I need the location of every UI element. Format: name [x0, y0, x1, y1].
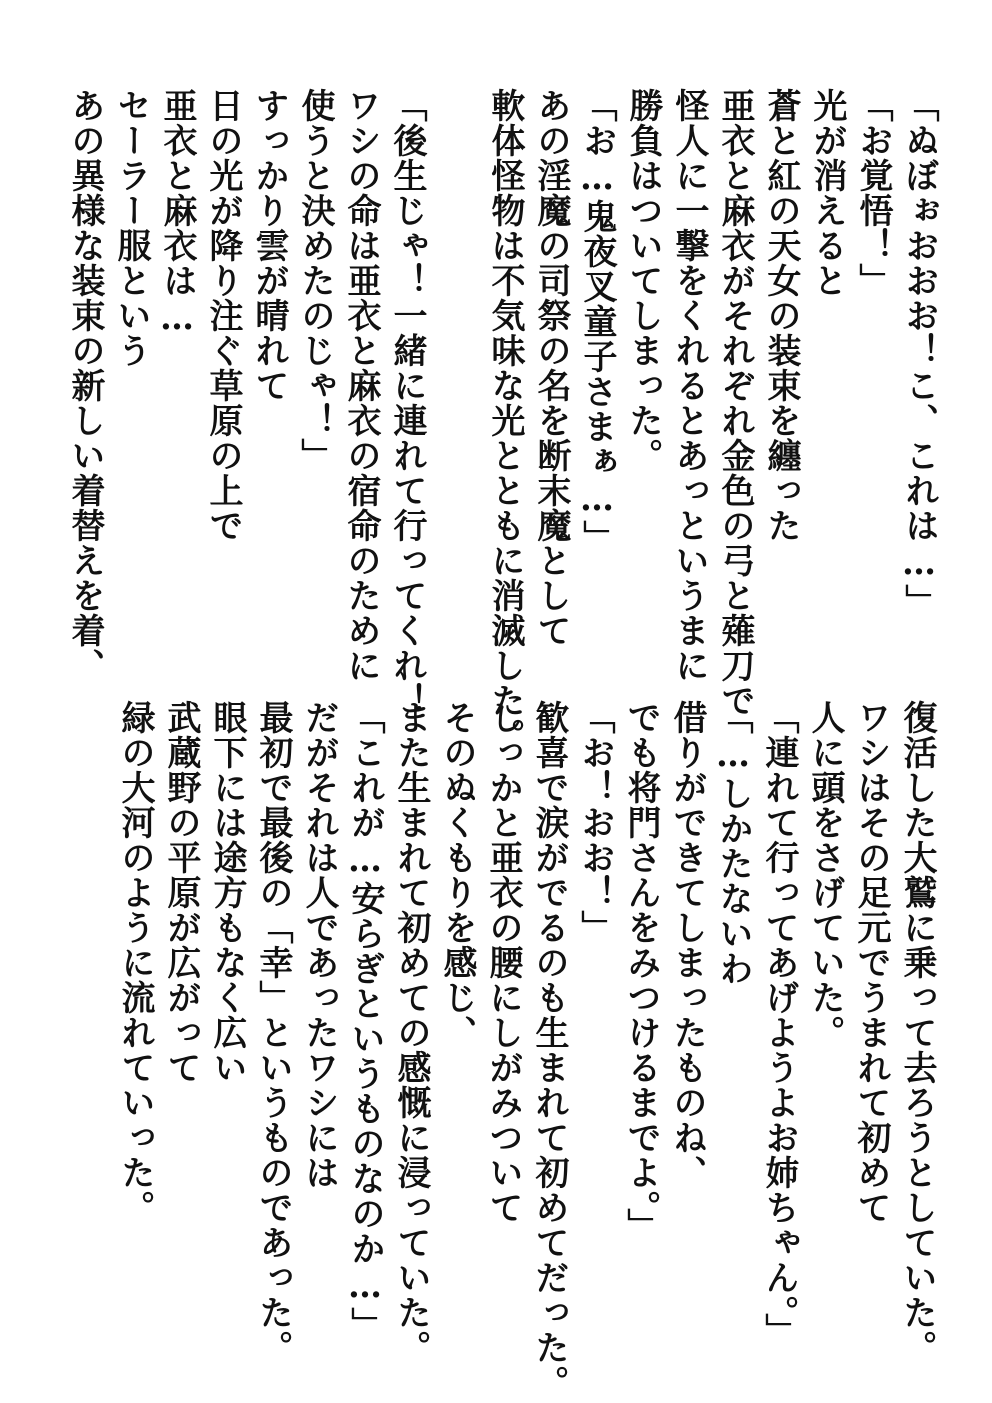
text-line: 人に頭をさげていた。 [805, 700, 845, 1050]
text-line: そのぬくもりを感じ、 [437, 700, 477, 1050]
text-line: 日の光が降り注ぐ草原の上で [203, 88, 243, 543]
text-line: 眼下には途方もなく広い [207, 700, 247, 1085]
text-line: 勝負はついてしまった。 [623, 88, 663, 473]
text-line: 「…しかたないわ [713, 700, 753, 986]
text-line: 緑の大河のように流れていった。 [115, 700, 155, 1225]
text-line: でも将門さんをみつけるまでよ。」 [621, 700, 661, 1243]
text-line: 亜衣と麻衣がそれぞれ金色の弓と薙刀で [715, 88, 755, 718]
text-line: 軟体怪物は不気味な光とともに消滅した。 [485, 88, 525, 753]
text-line: あの異様な装束の新しい着替えを着、 [65, 88, 105, 683]
text-line: 「これが…安らぎというものなのか…」 [345, 700, 385, 1342]
text-line: だがそれは人であったワシには [299, 700, 339, 1190]
text-line: あの淫魔の司祭の名を断末魔として [531, 88, 571, 648]
text-line: ワシの命は亜衣と麻衣の宿命のために [341, 88, 381, 683]
text-line: 「お覚悟！」 [853, 88, 893, 298]
text-line: 光が消えると [807, 88, 847, 298]
text-line: 歓喜で涙がでるのも生まれて初めてだった。 [529, 700, 569, 1400]
text-line: ワシはその足元でうまれて初めて [851, 700, 891, 1225]
text-line: 「お！おお！」 [575, 700, 615, 945]
top-text-block [62, 88, 942, 753]
text-line: 「お…鬼夜叉童子さまぁ…」 [577, 88, 617, 555]
text-line: 「連れて行ってあげようよお姉ちゃん。」 [759, 700, 799, 1348]
text-line: 「ぬぼぉおおお！こ、これは…」 [899, 88, 939, 619]
text-line: 武蔵野の平原が広がって [161, 700, 201, 1085]
text-line: また生まれて初めての感慨に浸っていた。 [391, 700, 431, 1365]
text-line: 蒼と紅の天女の装束を纏った [761, 88, 801, 543]
bottom-text-block [112, 700, 940, 1400]
text-line: しっかと亜衣の腰にしがみついて [483, 700, 523, 1225]
text-line: 怪人に一撃をくれるとあっというまに [669, 88, 709, 683]
text-line: 「後生じゃ！一緒に連れて行ってくれ！ [387, 88, 427, 718]
text-line: すっかり雲が晴れて [249, 88, 289, 403]
text-line: セーラー服という [111, 88, 151, 368]
text-line: 借りができてしまったものね、 [667, 700, 707, 1190]
text-line: 最初で最後の「幸」というものであった。 [253, 700, 293, 1365]
text-line: 使うと決めたのじゃ！」 [295, 88, 335, 473]
text-line: 亜衣と麻衣は… [157, 88, 197, 339]
text-line: 復活した大鷲に乗って去ろうとしていた。 [897, 700, 937, 1365]
